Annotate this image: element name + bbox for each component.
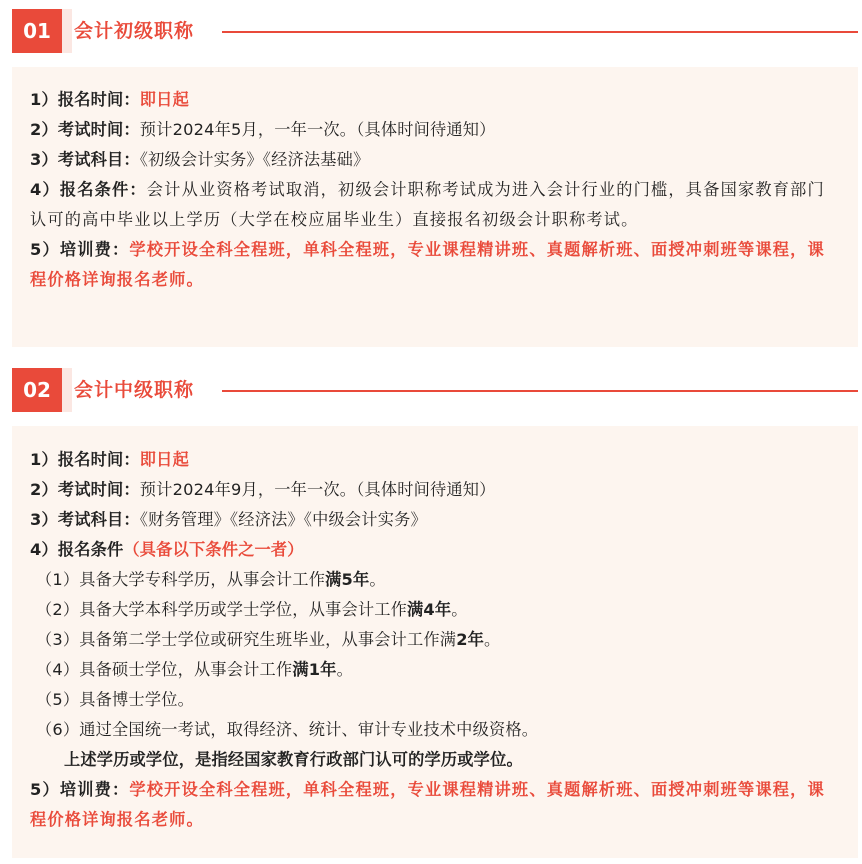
requirements-note: 上述学历或学位，是指经国家教育行政部门认可的学历或学位。 <box>64 750 523 769</box>
section-content-02 <box>12 426 858 858</box>
condition-item-5: （5）具备博士学位。 <box>36 690 194 709</box>
info-line-exam-subjects: 3）考试科目：《初级会计实务》《经济法基础》 <box>30 150 370 169</box>
section-title: 会计初级职称 <box>74 20 195 42</box>
section-number-badge: 01 <box>12 9 62 53</box>
condition-item-2: （2）具备大学本科学历或学士学位，从事会计工作满4年。 <box>36 600 468 619</box>
info-line-registration-time: 1）报名时间：即日起 <box>30 450 189 469</box>
badge-accent <box>62 368 72 412</box>
info-line-requirements: 4）报名条件：会计从业资格考试取消，初级会计职称考试成为进入会计行业的门槛，具备国家教育部门认可的高中毕业以上学历（大学在校应届毕业生）直接报名初级会计职称考试。 <box>30 180 825 229</box>
section-header-02 <box>0 368 862 412</box>
info-line-exam-subjects: 3）考试科目：《财务管理》《经济法》《中级会计实务》 <box>30 510 427 529</box>
badge-accent <box>62 9 72 53</box>
section-title: 会计中级职称 <box>74 379 195 401</box>
info-line-exam-time: 2）考试时间：预计2024年5月，一年一次。（具体时间待通知） <box>30 120 496 139</box>
info-line-training-fee: 5）培训费：学校开设全科全程班，单科全程班，专业课程精讲班、真题解析班、面授冲刺班等课程，课程价格详询报名老师。 <box>30 780 825 829</box>
condition-item-4: （4）具备硕士学位，从事会计工作满1年。 <box>36 660 353 679</box>
header-divider <box>222 390 858 392</box>
section-header-01 <box>0 9 862 53</box>
condition-item-3: （3）具备第二学士学位或研究生班毕业，从事会计工作满2年。 <box>36 630 501 649</box>
section-number-badge: 02 <box>12 368 62 412</box>
condition-item-1: （1）具备大学专科学历，从事会计工作满5年。 <box>36 570 386 589</box>
info-line-registration-time: 1）报名时间：即日起 <box>30 90 189 109</box>
info-line-requirements: 4）报名条件（具备以下条件之一者） <box>30 540 304 559</box>
section-content-01 <box>12 67 858 347</box>
info-line-training-fee: 5）培训费：学校开设全科全程班，单科全程班，专业课程精讲班、真题解析班、面授冲刺班等课程，课程价格详询报名老师。 <box>30 240 825 289</box>
info-line-exam-time: 2）考试时间：预计2024年9月，一年一次。（具体时间待通知） <box>30 480 496 499</box>
header-divider <box>222 31 858 33</box>
condition-item-6: （6）通过全国统一考试，取得经济、统计、审计专业技术中级资格。 <box>36 720 539 739</box>
